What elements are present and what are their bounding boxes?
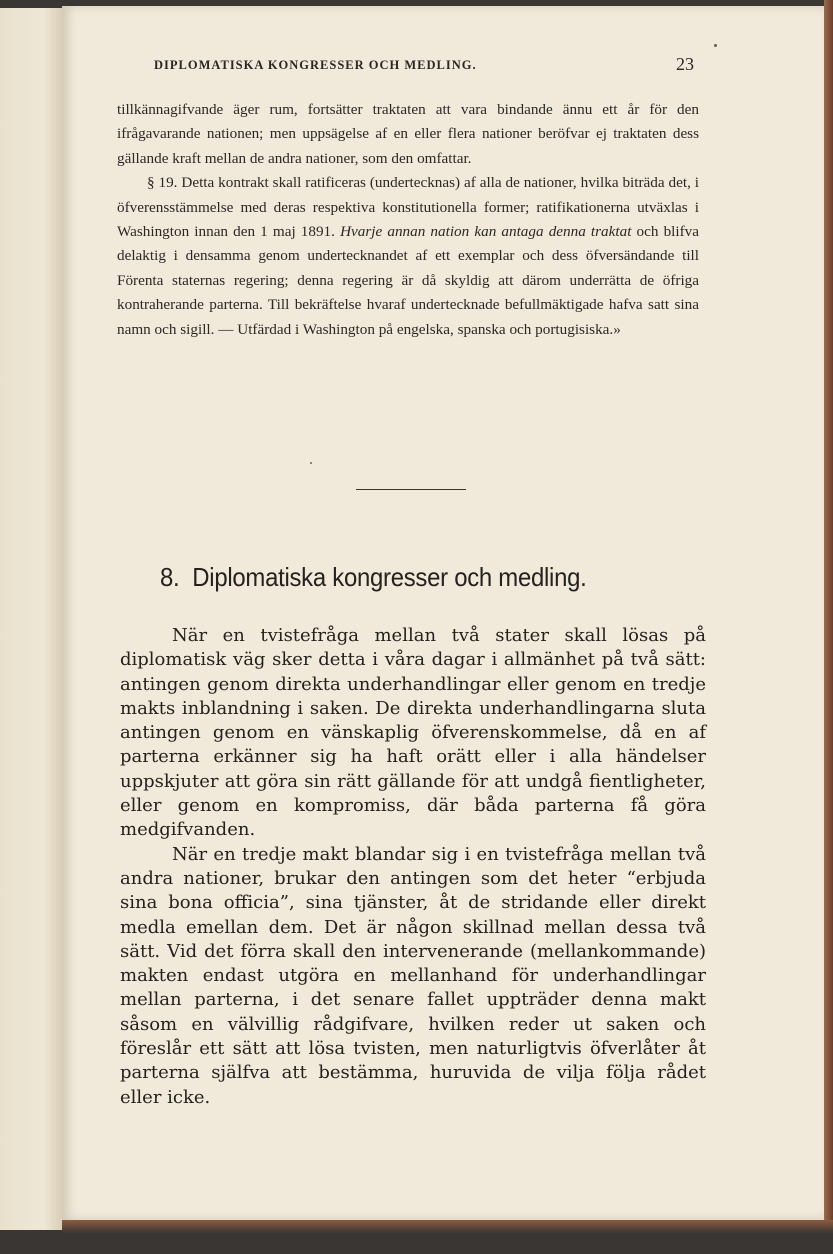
article-19-italic-text: Hvarje annan nation kan antaga denna traktat xyxy=(340,223,632,241)
section-title: Diplomatiska kongresser och medling. xyxy=(192,562,587,592)
book-cover-edge xyxy=(824,0,833,1254)
article-19-text-end: och blifva delaktig i densamma genom undertecknandet af ett exemplar och dess öfversändande till Förenta staternas regering; denna regering är då skyldig att därom underrätta de öfriga kontraherande parterna. Till bekräftelse hvaraf undertecknade befullmäktigade hafva satt sina namn och sigill. — Utfärdad i Washington på engelska, spanska och portugisiska.» xyxy=(117,223,699,338)
running-title: DIPLOMATISKA KONGRESSER OCH MEDLING. xyxy=(154,58,477,72)
paper-speck xyxy=(310,462,312,464)
paragraph-article-19 xyxy=(117,171,699,342)
paper-speck xyxy=(714,44,717,47)
article-19-text-start: § 19. Detta kontrakt skall ratificeras (undertecknas) af alla de nationer, hvilka biträda det, i öfverensstämmelse med deras respektiva konstitutionella former; ratifikationerna utväxlas i Washington innan den 1 maj 1891. xyxy=(117,174,699,241)
section-number: 8. xyxy=(160,562,180,592)
paragraph-continued: tillkännagifvande äger rum, fortsätter traktaten att vara bindande ännu ett år för den ifrågavarande nationen; men uppsägelse af en eller flera nationer beröfvar ej traktaten dess gällande kraft mellan de andra nationer, som den omfattar. xyxy=(117,101,699,167)
book-bottom-edge xyxy=(62,1220,833,1254)
section-paragraph-1: När en tvistefråga mellan två stater skall lösas på diplomatisk väg sker detta i våra dagar i allmänhet på två sätt: antingen genom direkta underhandlingar eller genom en tredje makts inblandning i saken. De direkta underhandlingarna sluta antingen genom en vänskaplig öfverenskommelse, då en af parterna erkänner sig ha haft orätt eller i alla händelser uppskjuter att göra sin rätt gällande för att undgå fientligheter, eller genom en kompromiss, där båda parterna få göra medgifvanden. xyxy=(120,625,706,841)
section-divider xyxy=(356,489,466,490)
section-heading xyxy=(160,562,638,593)
section-body xyxy=(120,624,706,1110)
section-paragraph-2: När en tredje makt blandar sig i en tvistefråga mellan två andra nationer, brukar den antingen som det heter “erbjuda sina bona officia”, sina tjänster, åt de stridande eller direkt medla emellan dem. Det är någon skillnad mellan dessa två sätt. Vid det förra skall den intervenerande (mellankommande) makten endast utgöra en mellanhand för underhandlingar mellan parterna, i det senare fallet uppträder denna makt såsom en välvillig rådgifvare, hvilken reder ut saken och föreslår ett sätt att lösa tvisten, men naturligtvis öfverlåter åt parterna själfva att bestämma, huruvida de vilja följa rådet eller icke. xyxy=(120,843,706,1108)
continued-text-block xyxy=(117,98,699,342)
page-number: 23 xyxy=(676,54,694,74)
left-page-edge xyxy=(0,8,63,1230)
